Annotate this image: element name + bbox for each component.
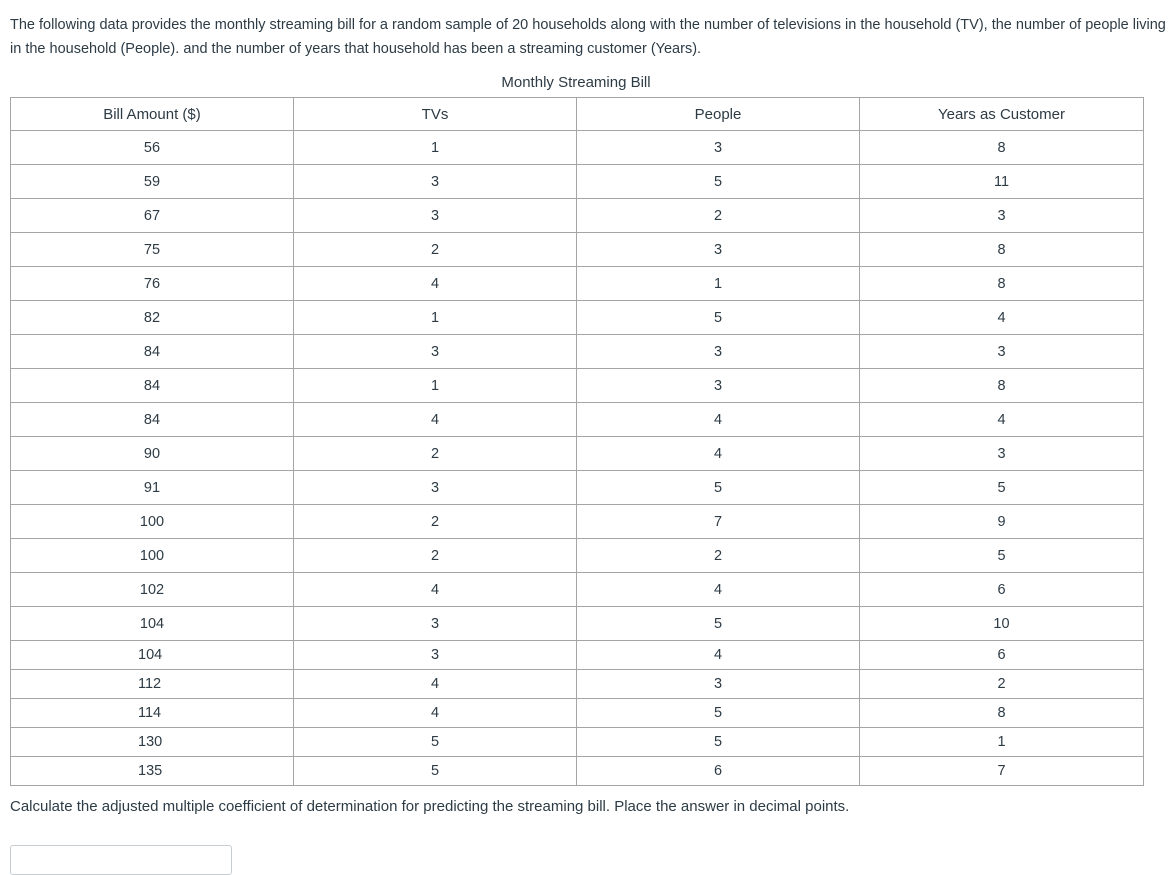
cell-years: 4 xyxy=(860,301,1144,335)
cell-years: 3 xyxy=(860,199,1144,233)
cell-tvs: 4 xyxy=(294,573,577,607)
table-row xyxy=(11,335,1144,369)
cell-tvs: 3 xyxy=(294,471,577,505)
table-row xyxy=(11,573,1144,607)
table-row xyxy=(11,403,1144,437)
cell-tvs: 3 xyxy=(294,335,577,369)
header-years: Years as Customer xyxy=(860,98,1144,131)
cell-tvs: 2 xyxy=(294,233,577,267)
cell-bill: 114 xyxy=(11,699,294,728)
cell-people: 4 xyxy=(577,641,860,670)
cell-tvs: 5 xyxy=(294,728,577,757)
table-row xyxy=(11,369,1144,403)
cell-bill: 82 xyxy=(11,301,294,335)
cell-bill: 91 xyxy=(11,471,294,505)
cell-years: 7 xyxy=(860,757,1144,786)
cell-bill: 84 xyxy=(11,403,294,437)
cell-tvs: 1 xyxy=(294,301,577,335)
cell-tvs: 3 xyxy=(294,641,577,670)
header-tvs: TVs xyxy=(294,98,577,131)
table-row xyxy=(11,728,1144,757)
cell-people: 7 xyxy=(577,505,860,539)
cell-people: 4 xyxy=(577,437,860,471)
table-row xyxy=(11,233,1144,267)
cell-people: 3 xyxy=(577,670,860,699)
cell-tvs: 3 xyxy=(294,199,577,233)
table-row xyxy=(11,641,1144,670)
table-row xyxy=(11,437,1144,471)
cell-people: 1 xyxy=(577,267,860,301)
cell-bill: 102 xyxy=(11,573,294,607)
cell-people: 3 xyxy=(577,131,860,165)
cell-people: 6 xyxy=(577,757,860,786)
table-row xyxy=(11,165,1144,199)
cell-bill: 67 xyxy=(11,199,294,233)
problem-intro: The following data provides the monthly streaming bill for a random sample of 20 households along with the number of televisions in the household (TV), the number of people living in the household (People). and the number of years that household has been a streaming customer (Years). xyxy=(10,17,1166,57)
table-row xyxy=(11,505,1144,539)
table-caption: Monthly Streaming Bill xyxy=(501,74,651,91)
cell-bill: 84 xyxy=(11,335,294,369)
streaming-bill-table xyxy=(10,97,1144,786)
cell-people: 5 xyxy=(577,607,860,641)
cell-bill: 84 xyxy=(11,369,294,403)
cell-people: 5 xyxy=(577,165,860,199)
cell-years: 11 xyxy=(860,165,1144,199)
cell-years: 10 xyxy=(860,607,1144,641)
table-row xyxy=(11,301,1144,335)
cell-people: 3 xyxy=(577,335,860,369)
cell-people: 3 xyxy=(577,369,860,403)
cell-years: 2 xyxy=(860,670,1144,699)
table-row xyxy=(11,607,1144,641)
table-row xyxy=(11,131,1144,165)
cell-bill: 135 xyxy=(11,757,294,786)
table-row xyxy=(11,670,1144,699)
cell-years: 5 xyxy=(860,471,1144,505)
cell-tvs: 3 xyxy=(294,165,577,199)
cell-years: 9 xyxy=(860,505,1144,539)
table-row xyxy=(11,471,1144,505)
cell-years: 8 xyxy=(860,369,1144,403)
cell-tvs: 4 xyxy=(294,699,577,728)
table-row xyxy=(11,267,1144,301)
cell-bill: 112 xyxy=(11,670,294,699)
cell-years: 8 xyxy=(860,699,1144,728)
cell-bill: 104 xyxy=(11,607,294,641)
cell-years: 8 xyxy=(860,267,1144,301)
cell-tvs: 4 xyxy=(294,267,577,301)
cell-years: 3 xyxy=(860,437,1144,471)
cell-tvs: 4 xyxy=(294,670,577,699)
cell-people: 4 xyxy=(577,403,860,437)
cell-bill: 104 xyxy=(11,641,294,670)
table-row xyxy=(11,757,1144,786)
cell-tvs: 2 xyxy=(294,539,577,573)
cell-tvs: 5 xyxy=(294,757,577,786)
cell-bill: 76 xyxy=(11,267,294,301)
cell-people: 5 xyxy=(577,301,860,335)
cell-tvs: 2 xyxy=(294,505,577,539)
cell-people: 2 xyxy=(577,539,860,573)
answer-input[interactable] xyxy=(10,845,232,875)
cell-bill: 59 xyxy=(11,165,294,199)
table-row xyxy=(11,539,1144,573)
table-body xyxy=(11,131,1144,786)
cell-people: 4 xyxy=(577,573,860,607)
cell-tvs: 3 xyxy=(294,607,577,641)
cell-tvs: 1 xyxy=(294,131,577,165)
cell-people: 3 xyxy=(577,233,860,267)
table-row xyxy=(11,699,1144,728)
cell-bill: 100 xyxy=(11,505,294,539)
cell-bill: 90 xyxy=(11,437,294,471)
cell-years: 6 xyxy=(860,641,1144,670)
cell-years: 8 xyxy=(860,233,1144,267)
cell-years: 4 xyxy=(860,403,1144,437)
cell-years: 1 xyxy=(860,728,1144,757)
header-people: People xyxy=(577,98,860,131)
cell-people: 5 xyxy=(577,728,860,757)
cell-people: 5 xyxy=(577,699,860,728)
header-bill-amount: Bill Amount ($) xyxy=(11,98,294,131)
cell-tvs: 4 xyxy=(294,403,577,437)
cell-bill: 130 xyxy=(11,728,294,757)
cell-bill: 56 xyxy=(11,131,294,165)
cell-years: 6 xyxy=(860,573,1144,607)
cell-bill: 100 xyxy=(11,539,294,573)
cell-people: 2 xyxy=(577,199,860,233)
cell-tvs: 1 xyxy=(294,369,577,403)
cell-tvs: 2 xyxy=(294,437,577,471)
cell-bill: 75 xyxy=(11,233,294,267)
cell-years: 8 xyxy=(860,131,1144,165)
cell-people: 5 xyxy=(577,471,860,505)
question-text: Calculate the adjusted multiple coefficient of determination for predicting the streaming bill. Place the answer in decimal points. xyxy=(10,798,850,815)
cell-years: 5 xyxy=(860,539,1144,573)
cell-years: 3 xyxy=(860,335,1144,369)
table-header-row xyxy=(11,98,1144,131)
table-row xyxy=(11,199,1144,233)
